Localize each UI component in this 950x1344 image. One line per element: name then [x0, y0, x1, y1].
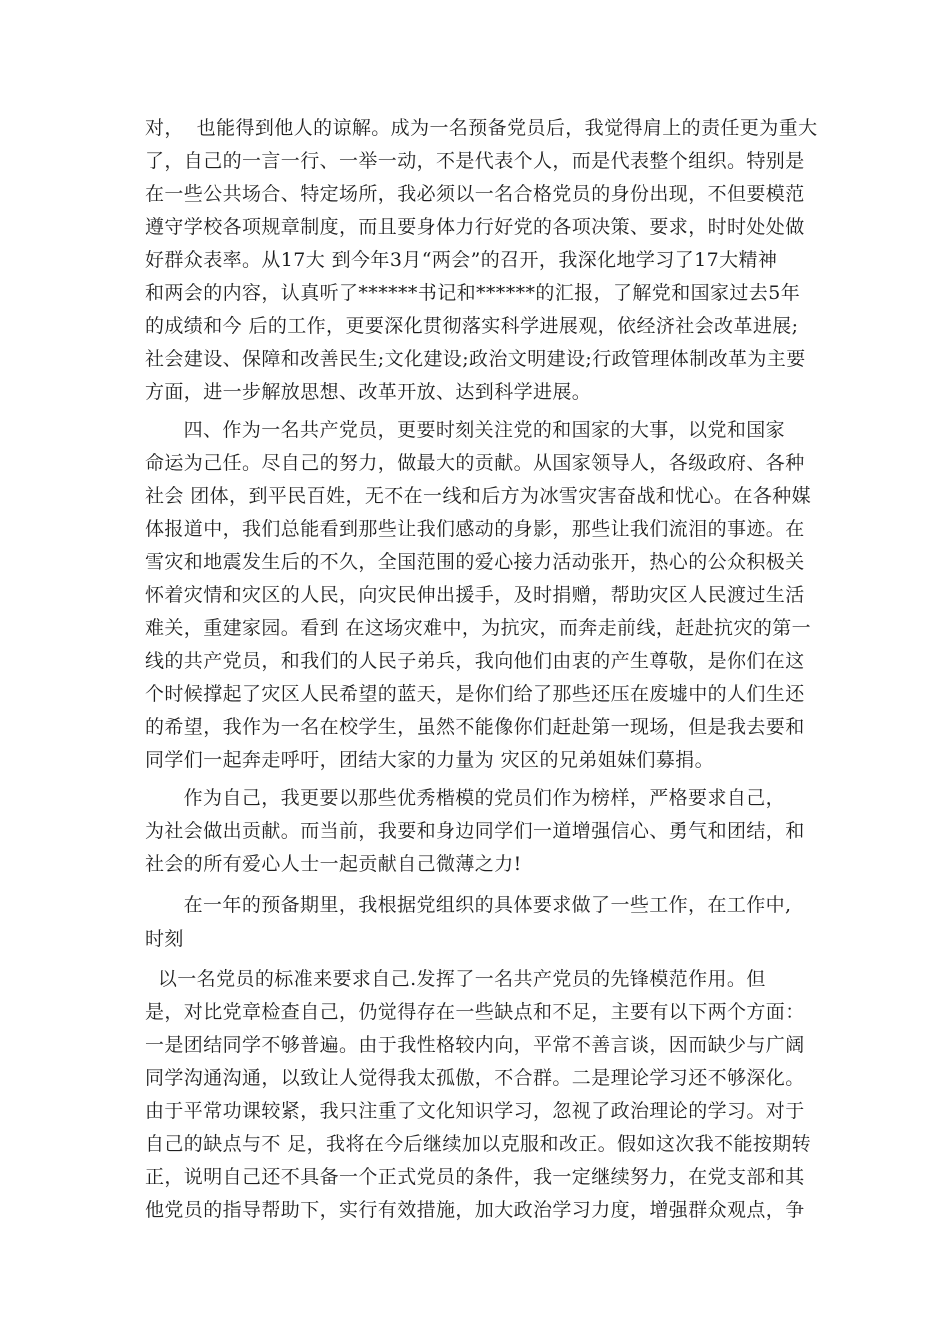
text-line: 社会建设、保障和改善民生;文化建设;政治文明建设;行政管理体制改革为主要	[145, 348, 806, 370]
text-line: 在一年的预备期里，我根据党组织的具体要求做了一些工作，在工作中,	[145, 894, 792, 916]
text-line: 方面，进一步解放思想、改革开放、达到科学进展。	[145, 381, 592, 403]
text-line: 一是团结同学不够普遍。由于我性格较内向，平常不善言谈，因而缺少与广阔	[145, 1034, 805, 1056]
text-line: 遵守学校各项规章制度，而且要身体力行好党的各项决策、要求，时时处处做	[145, 216, 805, 238]
text-line: 的希望，我作为一名在校学生，虽然不能像你们赶赴第一现场，但是我去要和	[145, 716, 805, 738]
text-line: 由于平常功课较紧，我只注重了文化知识学习，忽视了政治理论的学习。对于	[145, 1100, 805, 1122]
text-line: 难关，重建家园。看到 在这场灾难中，为抗灾，而奔走前线，赶赴抗灾的第一	[145, 617, 812, 639]
text-line: 个时候撑起了灾区人民希望的蓝天，是你们给了那些还压在废墟中的人们生还	[145, 683, 805, 705]
text-line: 命运为己任。尽自己的努力，做最大的贡献。从国家领导人，各级政府、各种	[145, 452, 805, 474]
text-line: 体报道中，我们总能看到那些让我们感动的身影，那些让我们流泪的事迹。在	[145, 518, 805, 540]
text-line: 同学沟通沟通，以致让人觉得我太孤傲，不合群。二是理论学习还不够深化。	[145, 1067, 805, 1089]
text-line: 正，说明自己还不具备一个正式党员的条件，我一定继续努力，在党支部和其	[145, 1166, 805, 1188]
text-line: 好群众表率。从17大 到今年3月“两会”的召开，我深化地学习了17大精神	[145, 249, 778, 271]
text-line: 社会的所有爱心人士一起贡献自己微薄之力!	[145, 853, 522, 875]
text-line: 的成绩和今 后的工作，更要深化贯彻落实科学进展观，依经济社会改革进展;	[145, 315, 799, 337]
text-line: 四、作为一名共产党员，更要时刻关注党的和国家的大事，以党和国家	[145, 419, 786, 441]
text-line: 以一名党员的标准来要求自己.发挥了一名共产党员的先锋模范作用。但	[145, 968, 766, 990]
text-line: 作为自己，我更要以那些优秀楷模的党员们作为榜样，严格要求自己，	[145, 787, 786, 809]
text-line: 线的共产党员，和我们的人民子弟兵，我向他们由衷的产生尊敬，是你们在这	[145, 650, 805, 672]
text-line: 同学们一起奔走呼吁，团结大家的力量为 灾区的兄弟姐妹们募捐。	[145, 749, 715, 771]
text-line: 自己的缺点与不 足，我将在今后继续加以克服和改正。假如这次我不能按期转	[145, 1133, 812, 1155]
text-line: 社会 团体，到平民百姓，无不在一线和后方为冰雪灾害奋战和忧心。在各种媒	[145, 485, 812, 507]
text-line: 雪灾和地震发生后的不久，全国范围的爱心接力活动张开，热心的公众积极关	[145, 551, 805, 573]
text-line: 时刻	[145, 928, 184, 950]
text-line: 怀着灾情和灾区的人民，向灾民伸出援手，及时捐赠，帮助灾区人民渡过生活	[145, 584, 805, 606]
text-line: 他党员的指导帮助下，实行有效措施，加大政治学习力度，增强群众观点，争	[145, 1199, 805, 1221]
text-line: 在一些公共场合、特定场所，我必须以一名合格党员的身份出现，不但要模范	[145, 183, 805, 205]
text-line: 为社会做出贡献。而当前，我要和身边同学们一道增强信心、勇气和团结，和	[145, 820, 805, 842]
text-line: 对， 也能得到他人的谅解。成为一名预备党员后，我觉得肩上的责任更为重大	[145, 117, 818, 139]
text-line: 了，自己的一言一行、一举一动，不是代表个人，而是代表整个组织。特别是	[145, 150, 805, 172]
text-line: 是，对比党章检查自己，仍觉得存在一些缺点和不足，主要有以下两个方面：	[145, 1001, 805, 1023]
text-line: 和两会的内容，认真听了******书记和******的汇报，了解党和国家过去5年	[145, 282, 801, 304]
